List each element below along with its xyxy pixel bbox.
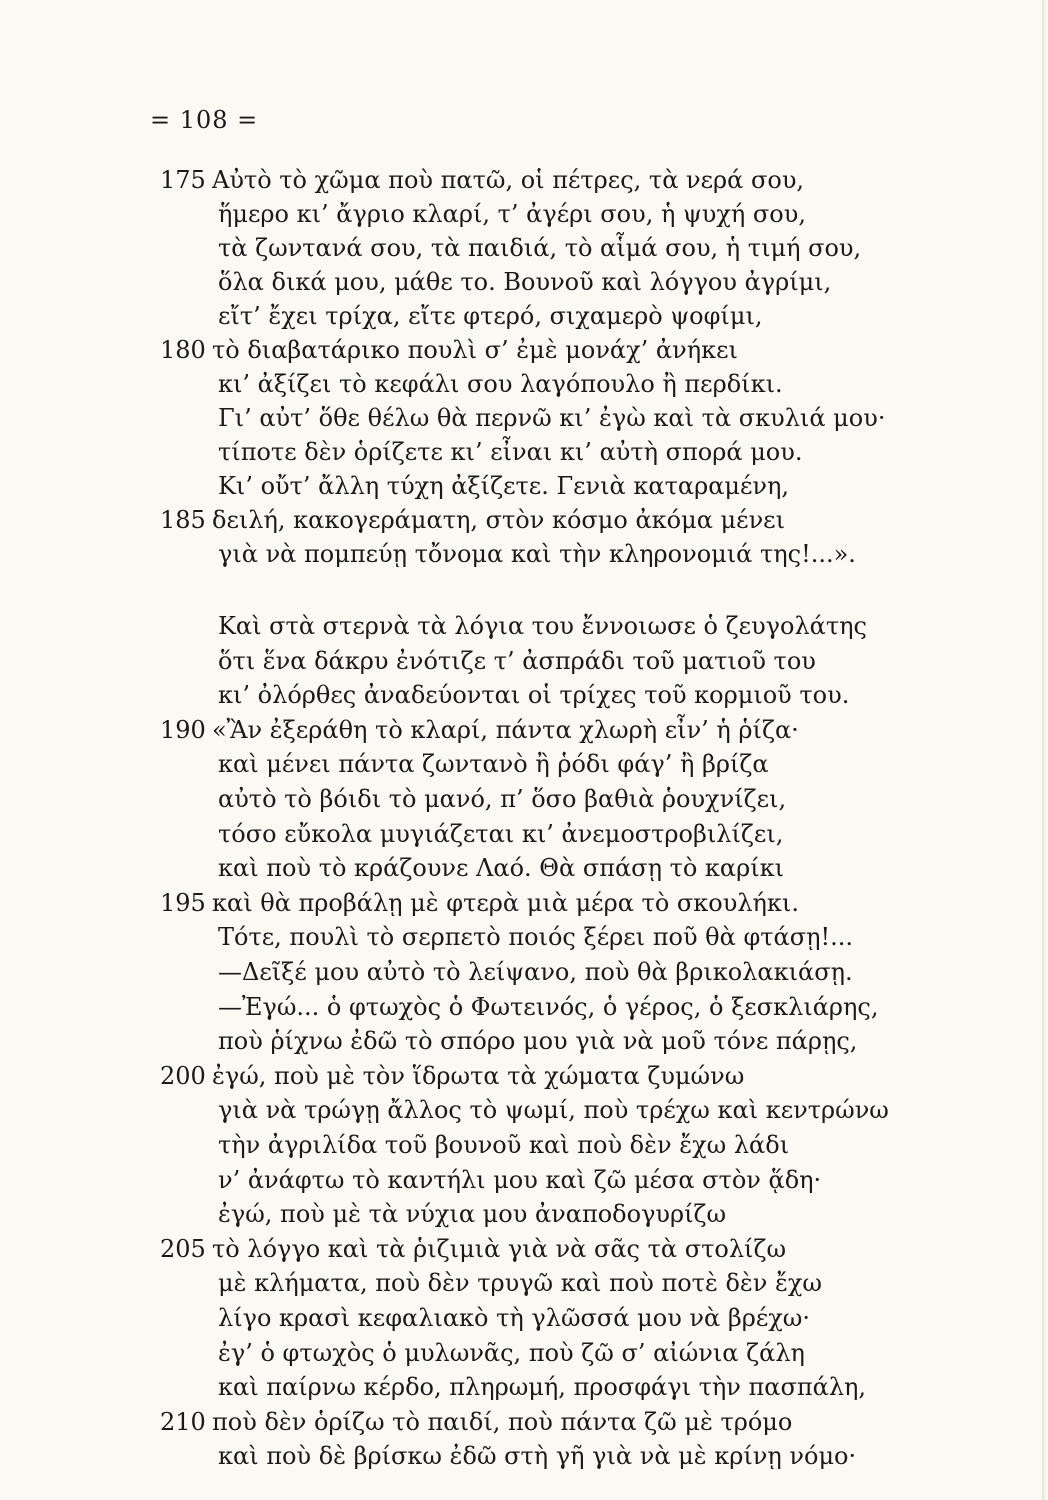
line-number: 210 [160,1407,206,1436]
verse-text: Αὐτὸ τὸ χῶμα ποὺ πατῶ, οἱ πέτρες, τὰ νερά σου, [212,166,805,194]
verse-text: τίποτε δὲν ὁρίζετε κι’ εἶναι κι’ αὐτὴ σπορά μου. [218,438,803,466]
verse-text: τὸ λόγγο καὶ τὰ ῥιζιμιὰ γιὰ νὰ σᾶς τὰ στολίζω [212,1234,787,1263]
verse-text: καὶ παίρνω κέρδο, πληρωμή, προσφάγι τὴν πασπάλη, [218,1373,867,1402]
line-number: 195 [160,888,206,917]
verse-text: ἐγώ, ποὺ μὲ τὰ νύχια μου ἀναποδογυρίζω [218,1200,727,1229]
verse-text: δειλή, κακογεράματη, στὸν κόσμο ἀκόμα μένει [212,506,785,534]
verse-text: τὰ ζωντανά σου, τὰ παιδιά, τὸ αἷμά σου, ἡ τιμή σου, [218,234,862,262]
verse-text: —Δεῖξέ μου αὐτὸ τὸ λείψανο, ποὺ θὰ βρικολακιάσῃ. [218,958,853,986]
verse-text: —Ἐγώ... ὁ φτωχὸς ὁ Φωτεινός, ὁ γέρος, ὁ ξεσκλιάρης, [218,992,879,1021]
verse-text: καὶ ποὺ τὸ κράζουνε Λαό. Θὰ σπάσῃ τὸ καρίκι [218,854,785,883]
verse-text: τόσο εὔκολα μυγιάζεται κι’ ἀνεμοστροβιλίζει, [218,819,784,848]
verse-text: αὐτὸ τὸ βόιδι τὸ μανό, π’ ὅσο βαθιὰ ῥουχνίζει, [218,785,787,813]
line-number: 175 [160,166,206,194]
line-number: 190 [160,715,206,744]
verse-text: καὶ θὰ προβάλῃ μὲ φτερὰ μιὰ μέρα τὸ σκουλήκι. [212,888,799,917]
verse-text: εἴτ’ ἔχει τρίχα, εἴτε φτερό, σιχαμερὸ ψοφίμι, [218,302,763,330]
line-number: 180 [160,336,206,364]
verse-text: ὅτι ἕνα δάκρυ ἐνότιζε τ’ ἀσπράδι τοῦ ματιοῦ του [218,646,816,675]
verse-text: Τότε, πουλὶ τὸ σερπετὸ ποιός ξέρει ποῦ θὰ φτάσῃ!... [218,923,854,952]
verse-text: καὶ ποὺ δὲ βρίσκω ἐδῶ στὴ γῆ γιὰ νὰ μὲ κρίνῃ νόμο· [218,1442,857,1471]
verse-text: ποὺ δὲν ὁρίζω τὸ παιδί, ποὺ πάντα ζῶ μὲ τρόμο [212,1407,793,1436]
verse-text: ἐγώ, ποὺ μὲ τὸν ἵδρωτα τὰ χώματα ζυμώνω [212,1061,745,1090]
verse-text: ἥμερο κι’ ἄγριο κλαρί, τ’ ἀγέρι σου, ἡ ψυχή σου, [218,200,806,228]
verse-text: Κι’ οὔτ’ ἄλλη τύχη ἀξίζετε. Γενιὰ καταραμένη, [218,472,790,500]
verse-text: κι’ ὀλόρθες ἀναδεύονται οἱ τρίχες τοῦ κορμιοῦ του. [218,681,850,710]
verse-text: λίγο κρασὶ κεφαλιακὸ τὴ γλῶσσά μου νὰ βρέχω· [218,1304,810,1332]
verse-text: γιὰ νὰ τρώγῃ ἄλλος τὸ ψωμί, ποὺ τρέχω καὶ κεντρώνω [218,1096,889,1125]
verse-text: καὶ μένει πάντα ζωντανὸ ἢ ῥόδι φάγ’ ἢ βρίζα [218,750,769,779]
verse-text: ὅλα δικά μου, μάθε το. Βουνοῦ καὶ λόγγου ἀγρίμι, [218,268,832,296]
verse-text: τὴν ἀγριλίδα τοῦ βουνοῦ καὶ ποὺ δὲν ἔχω λάδι [218,1131,790,1159]
verse-text: τὸ διαβατάρικο πουλὶ σ’ ἐμὲ μονάχ’ ἀνήκει [212,336,738,364]
line-number: 185 [160,506,206,534]
verse-text: ποὺ ῥίχνω ἐδῶ τὸ σπόρο μου γιὰ νὰ μοῦ τόνε πάρῃς, [218,1027,858,1056]
verse-text: ἐγ’ ὁ φτωχὸς ὁ μυλωνᾶς, ποὺ ζῶ σ’ αἰώνια ζάλη [218,1338,805,1367]
verse-text: κι’ ἀξίζει τὸ κεφάλι σου λαγόπουλο ἢ περδίκι. [218,370,783,398]
verse-text: γιὰ νὰ πομπεύῃ τὄνομα καὶ τὴν κληρονομιά της!...». [218,540,856,568]
verse-text: μὲ κλήματα, ποὺ δὲν τρυγῶ καὶ ποὺ ποτὲ δὲν ἔχω [218,1269,822,1298]
verse-text: Καὶ στὰ στερνὰ τὰ λόγια του ἔννοιωσε ὁ ζευγολάτης [218,612,867,640]
verse-text: «Ἂν ἐξεράθη τὸ κλαρί, πάντα χλωρὴ εἶν’ ἡ ῥίζα· [212,715,799,744]
line-number: 200 [160,1061,206,1090]
line-number: 205 [160,1234,206,1263]
page-number: = 108 = [150,106,259,134]
verse-text: Γι’ αὐτ’ ὅθε θέλω θὰ περνῶ κι’ ἐγὼ καὶ τὰ σκυλιά μου· [218,404,886,432]
verse-text: ν’ ἀνάφτω τὸ καντήλι μου καὶ ζῶ μέσα στὸν ᾅδη· [218,1165,822,1194]
